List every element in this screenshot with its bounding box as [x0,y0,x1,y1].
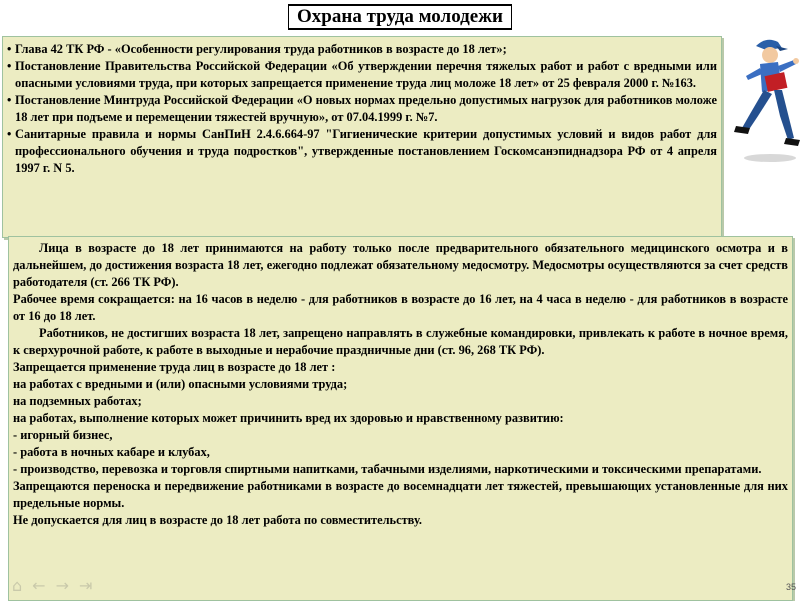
medical-exam-text: Лица в возрасте до 18 лет принимаются на работу только после предварительного обязательного медицинского осмотра и в дальнейшем, до достижения возраста 18 лет, ежегодно подлежат обязательному медосмотру. Медосмотры осуществляются за счет средств работодателя (ст. 266 ТК РФ). [13,241,788,289]
document-item: • Постановление Правительства Российской Федерации «Об утверждении перечня тяжелых работ и работ с вредными или опасными условиями труда, при которых запрещается применение труда лиц моложе 18 лет» от 25 февраля 2000 г. №163. [7,58,717,92]
working-time-text: Рабочее время сокращается: на 16 часов в неделю - для работников в возрасте до 16 лет, на 4 часа в неделю - для работников в возрасте от 16 до 18 лет. [13,292,788,323]
forward-icon[interactable]: → [55,575,69,595]
page-number: 35 [786,582,797,592]
prohibited-item: - работа в ночных кабаре и клубах, [13,445,210,459]
document-item: • Санитарные правила и нормы СанПиН 2.4.6.664-97 "Гигиенические критерии допустимых условий и видов работ для профессионального обучения и труда подростков", утвержденные постановлением Госкомсанэпиднадзора РФ от 4 апреля 1997 г. N 5. [7,126,717,177]
prohibited-item: - производство, перевозка и торговля спиртными напитками, табачными изделиями, наркотическими и токсическими препаратами. [13,462,762,476]
end-icon[interactable]: ⇥ [78,575,93,595]
restrictions-text: Работников, не достигших возраста 18 лет, запрещено направлять в служебные командировки, привлекать к работе в ночное время, к сверхурочной работе, к работе в выходные и нерабочие праздничные дни (ст. 96, 268 ТК РФ). [13,326,788,357]
running-worker-illustration [722,36,800,166]
document-item: • Глава 42 ТК РФ - «Особенности регулирования труда работников в возрасте до 18 лет»; [7,41,717,58]
prohibited-intro: Запрещается применение труда лиц в возрасте до 18 лет : [13,360,336,374]
document-item: • Постановление Минтруда Российской Федерации «О новых нормах предельно допустимых нагрузок для работников моложе 18 лет при подъеме и перемещении тяжестей вручную», от 07.04.1999 г. №7. [7,92,717,126]
home-icon[interactable]: ⌂ [12,575,23,595]
prohibited-item: на подземных работах; [13,394,142,408]
rules-panel [8,236,793,601]
page-title: Охрана труда молодежи [288,4,512,30]
prohibited-item: - игорный бизнес, [13,428,113,442]
part-time-text: Не допускается для лиц в возрасте до 18 лет работа по совместительству. [13,513,422,527]
heavy-lifting-text: Запрещаются переноска и передвижение работниками в возрасте до восемнадцати лет тяжестей, превышающих установленные для них предельные нормы. [13,479,788,510]
slide-navigation [12,574,112,596]
legal-documents-panel [2,36,722,238]
title-bar [0,2,800,30]
prohibited-item: на работах с вредными и (или) опасными условиями труда; [13,377,348,391]
back-icon[interactable]: ← [32,575,46,595]
prohibited-item: на работах, выполнение которых может причинить вред их здоровью и нравственному развитию: [13,411,564,425]
